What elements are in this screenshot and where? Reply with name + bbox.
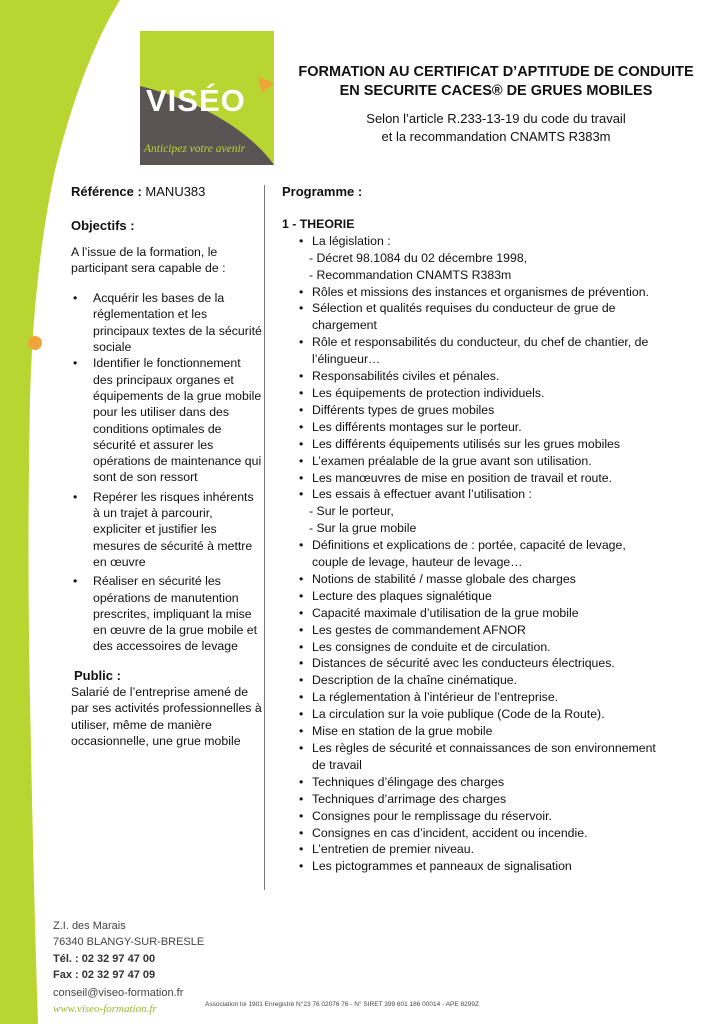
programme-title: Programme : [282, 184, 363, 199]
document-subtitle [290, 110, 702, 146]
programme-list-b [282, 284, 662, 504]
column-divider [264, 185, 265, 890]
list-item: • Sélection et qualités requises du conducteur de grue de chargement [282, 300, 662, 334]
orange-dot-decoration [28, 336, 42, 350]
list-item: • Repérer les risques inhérents à un trajet à parcourir, expliciter et justifier les mesures de sécurité à mettre en œuvre [71, 489, 263, 570]
footer-contact [53, 919, 204, 1017]
list-item: • Les équipements de protection individuels. [282, 385, 662, 402]
public-title: Public : [74, 667, 121, 683]
list-item: • Consignes pour le remplissage du réservoir. [282, 808, 662, 825]
subtitle-line-2: et la recommandation CNAMTS R383m [381, 129, 611, 144]
list-item: • Rôles et missions des instances et organismes de prévention. [282, 284, 662, 301]
list-item: • Les différents équipements utilisés sur les grues mobiles [282, 436, 662, 453]
list-item: • Les règles de sécurité et connaissances de son environnement de travail [282, 740, 662, 774]
public-text: Salarié de l’entreprise amené de par ses activités professionnelles à utiliser, même de manière occasionnelle, une grue mobile [71, 685, 262, 748]
list-item: • Lecture des plaques signalétique [282, 588, 662, 605]
list-item: • Définitions et explications de : portée, capacité de levage, couple de levage, hauteur de levage… [282, 537, 662, 571]
sub-item: - Décret 98.1084 du 02 décembre 1998, [309, 250, 528, 265]
list-item: • Les différents montages sur le porteur. [282, 419, 662, 436]
objectifs-list [71, 290, 263, 655]
list-item: • Les pictogrammes et panneaux de signalisation [282, 858, 662, 875]
document-title [290, 63, 702, 101]
legal-notice: Association loi 1901 Enregistré N°23 76 02076 76 - N° SIRET 399 601 186 00014 - APE 8299Z [205, 1001, 479, 1008]
list-item: • Consignes en cas d’incident, accident ou incendie. [282, 825, 662, 842]
logo-tagline: Anticipez votre avenir [144, 143, 246, 155]
address-line-1: Z.I. des Marais [53, 920, 126, 932]
list-item: • Techniques d’élingage des charges [282, 774, 662, 791]
section-title: 1 - THEORIE [282, 216, 355, 231]
email-link[interactable]: conseil@viseo-formation.fr [53, 987, 184, 999]
list-item: • La circulation sur la voie publique (Code de la Route). [282, 706, 662, 723]
programme-list-a [282, 233, 662, 250]
fax: Fax : 02 32 97 47 09 [53, 968, 156, 981]
list-item: • Les essais à effectuer avant l’utilisation : [282, 486, 662, 503]
list-item: • Réaliser en sécurité les opérations de manutention prescrites, impliquant la mise en œuvre de la grue mobile et des accessoires de levage [71, 573, 263, 654]
list-item: • Les gestes de commandement AFNOR [282, 622, 662, 639]
reference-value: MANU383 [141, 184, 206, 199]
list-item: • Les manœuvres de mise en position de travail et route. [282, 470, 662, 487]
sub-item: - Recommandation CNAMTS R383m [309, 267, 512, 282]
reference [71, 184, 263, 200]
subtitle-line-1: Selon l’article R.233-13-19 du code du travail [366, 111, 626, 126]
list-item: • Notions de stabilité / masse globale des charges [282, 571, 662, 588]
phone: Tél. : 02 32 97 47 00 [53, 953, 156, 965]
programme-column [282, 184, 662, 875]
list-item: • L’examen préalable de la grue avant son utilisation. [282, 453, 662, 470]
programme-list-c [282, 537, 662, 875]
objectifs-title: Objectifs : [71, 218, 135, 234]
reference-label: Référence : [71, 184, 142, 199]
list-item: • Responsabilités civiles et pénales. [282, 368, 662, 385]
list-item: • Distances de sécurité avec les conducteurs électriques. [282, 655, 662, 672]
website-link[interactable]: www.viseo-formation.fr [53, 1002, 157, 1015]
title-line-1: FORMATION AU CERTIFICAT D’APTITUDE DE CONDUITE [298, 64, 694, 80]
sub-item: - Sur la grue mobile [309, 521, 417, 536]
address-line-2: 76340 BLANGY-SUR-BRESLE [53, 935, 205, 948]
list-item: • L’entretien de premier niveau. [282, 841, 662, 858]
sub-item: - Sur le porteur, [309, 504, 394, 519]
list-item: • Rôle et responsabilités du conducteur, du chef de chantier, de l’élingueur… [282, 334, 662, 368]
left-column [71, 184, 263, 749]
list-item: • Différents types de grues mobiles [282, 402, 662, 419]
list-item: • Acquérir les bases de la réglementation et les principaux textes de la sécurité sociale [71, 290, 263, 355]
list-item: • La réglementation à l’intérieur de l’entreprise. [282, 689, 662, 706]
logo-wordmark: VISÉO [146, 83, 246, 118]
list-item: • Techniques d’arrimage des charges [282, 791, 662, 808]
list-item: • La législation : [282, 233, 662, 250]
list-item: • Mise en station de la grue mobile [282, 723, 662, 740]
objectifs-intro: A l’issue de la formation, le participant sera capable de : [71, 244, 226, 275]
list-item: • Capacité maximale d’utilisation de la grue mobile [282, 605, 662, 622]
viseo-logo [140, 31, 274, 165]
title-line-2: EN SECURITE CACES® DE GRUES MOBILES [339, 83, 653, 99]
list-item: • Les consignes de conduite et de circulation. [282, 639, 662, 656]
list-item: • Description de la chaîne cinématique. [282, 672, 662, 689]
list-item: • Identifier le fonctionnement des principaux organes et équipements de la grue mobile pour les utiliser dans des conditions optimales de sécurité et assurer les opérations de maintenance qui sont de son ressort [71, 355, 263, 485]
